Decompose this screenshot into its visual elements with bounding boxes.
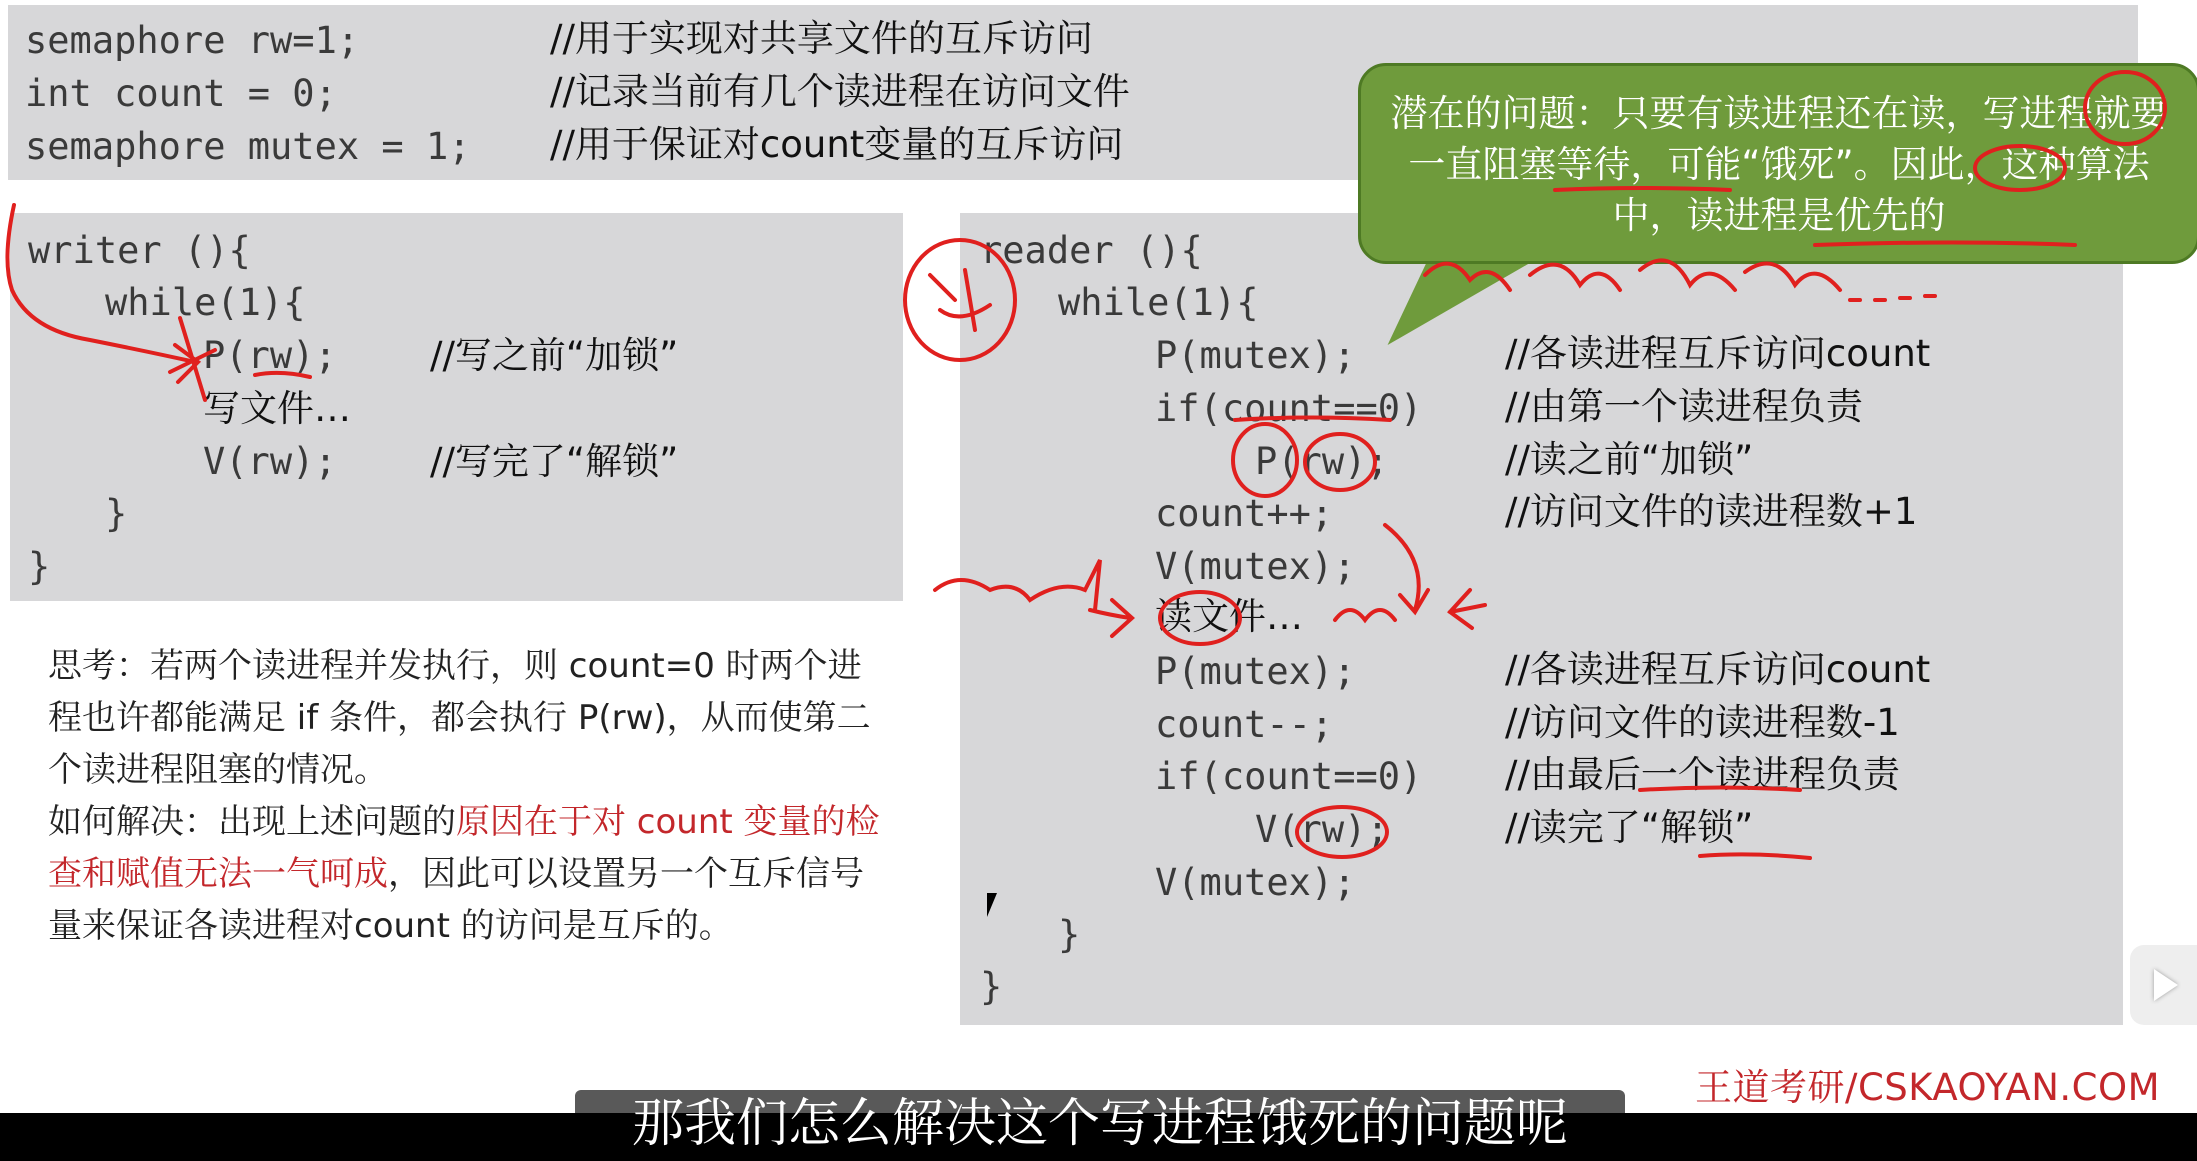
reader-line: V(mutex); — [1155, 861, 1356, 904]
writer-line: } — [105, 492, 128, 535]
reader-line: count--; — [1155, 703, 1334, 746]
decl-comment: //记录当前有几个读进程在访问文件 — [550, 70, 1130, 113]
reader-comment: //读之前“加锁” — [1505, 438, 1754, 481]
writer-comment: //写完了“解锁” — [430, 440, 679, 483]
think-text: 思考：若两个读进程并发执行，则 count=0 时两个进程也许都能满足 if 条件，都会执行 P(rw)，从而使第二个读进程阻塞的情况。 — [48, 646, 871, 790]
reader-comment: //各读进程互斥访问count — [1505, 332, 1931, 375]
reader-line: reader (){ — [980, 229, 1203, 272]
reader-comment: //由第一个读进程负责 — [1505, 385, 1863, 428]
callout-bubble — [1358, 63, 2197, 264]
reader-comment: //各读进程互斥访问count — [1505, 648, 1931, 691]
writer-line: writer (){ — [28, 229, 251, 272]
play-icon — [2154, 969, 2178, 1001]
reader-comment: //由最后一个读进程负责 — [1505, 753, 1900, 796]
mouse-cursor-icon — [987, 893, 997, 917]
reader-line: if(count==0) — [1155, 755, 1423, 798]
callout-text: 潜在的问题：只要有读进程还在读，写进程就要一直阻塞等待，可能“饿死”。因此，这种算法中，读进程是优先的 — [1390, 92, 2168, 237]
reader-line: V(mutex); — [1155, 545, 1356, 588]
thinking-paragraph — [48, 640, 888, 952]
play-button[interactable] — [2130, 945, 2197, 1025]
subtitle-text: 那我们怎么解决这个写进程饿死的问题呢 — [575, 1090, 1625, 1158]
decl-line: semaphore rw=1; — [25, 19, 360, 62]
reader-line: } — [1058, 913, 1081, 956]
writer-line: V(rw); — [203, 440, 337, 483]
reader-line: P(mutex); — [1155, 334, 1356, 377]
writer-line: P(rw); — [203, 334, 337, 377]
reader-line: P(mutex); — [1155, 650, 1356, 693]
decl-comment: //用于保证对count变量的互斥访问 — [550, 123, 1124, 166]
writer-line: } — [28, 545, 51, 588]
writer-line: while(1){ — [105, 281, 306, 324]
reader-line: if(count==0) — [1155, 387, 1423, 430]
reader-line: while(1){ — [1058, 281, 1259, 324]
decl-comment: //用于实现对共享文件的互斥访问 — [550, 17, 1093, 60]
reader-comment: //读完了“解锁” — [1505, 806, 1754, 849]
reader-comment: //访问文件的读进程数+1 — [1505, 490, 1918, 533]
reader-line: } — [980, 965, 1003, 1008]
watermark: 王道考研/CSKAOYAN.COM — [1695, 1066, 2161, 1109]
reader-line: P(rw); — [1255, 440, 1389, 483]
reader-line: count++; — [1155, 492, 1334, 535]
decl-line: int count = 0; — [25, 72, 337, 115]
writer-line: 写文件… — [203, 387, 351, 430]
think-highlight: 原因在于对 count 变量的检查和赋值无法一气呵成 — [48, 802, 880, 894]
decl-line: semaphore mutex = 1; — [25, 125, 471, 168]
think-text: 如何解决：出现上述问题的 — [48, 802, 456, 842]
reader-line: 读文件… — [1155, 595, 1303, 638]
think-text: ，因此可以设置另一个互斥信号量来保证各读进程对count 的访问是互斥的。 — [48, 854, 864, 946]
reader-comment: //访问文件的读进程数-1 — [1505, 701, 1900, 744]
writer-comment: //写之前“加锁” — [430, 334, 679, 377]
reader-line: V(rw); — [1255, 808, 1389, 851]
